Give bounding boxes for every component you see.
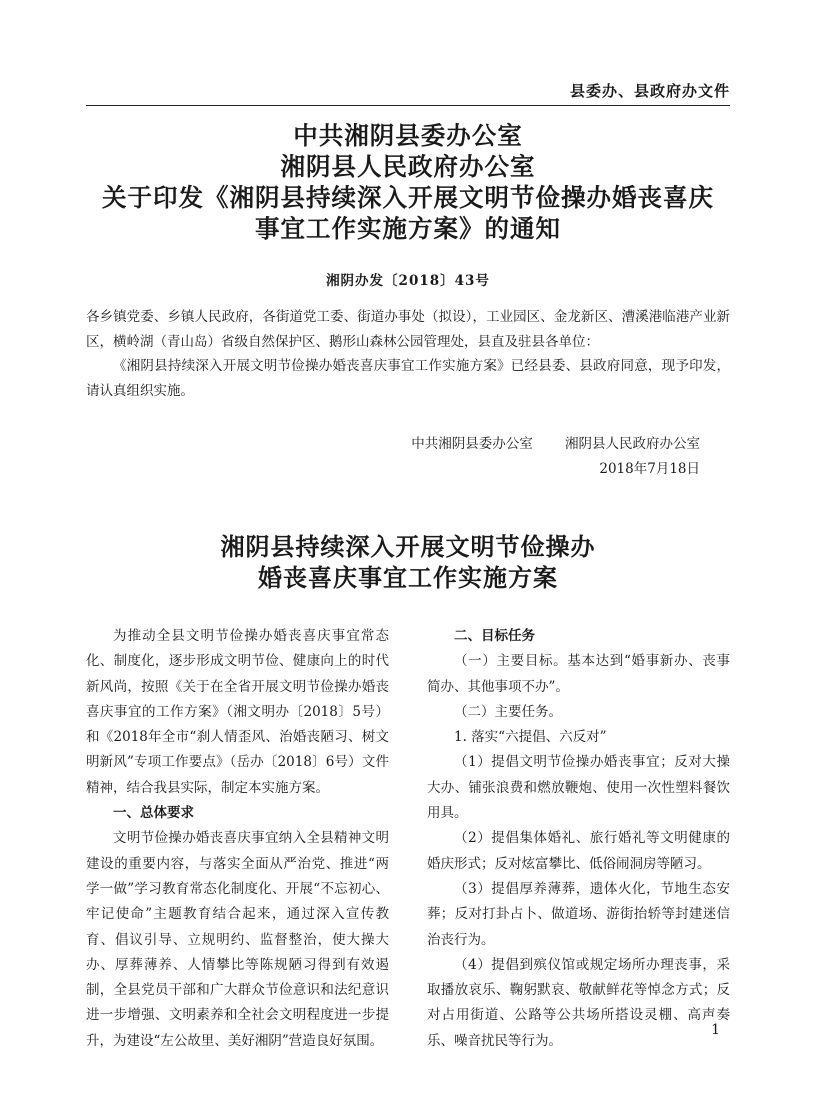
- plan-title: [86, 531, 730, 593]
- left-column: [86, 624, 389, 1054]
- plan-intro: 为推动全县文明节俭操办婚丧喜庆事宜常态化、制度化，逐步形成文明节俭、健康向上的时代新风尚，按照《关于在全省开展文明节俭操办婚丧喜庆事宜的工作方案》（湘文明办〔2018〕5号）和《2018年全市“刹人情歪风、治婚丧陋习、树文明新风”专项工作要点》（岳办〔2018〕6号）文件精神，结合我县实际，制定本实施方案。: [86, 628, 389, 796]
- task-item: （2）提倡集体婚礼、旅行婚礼等文明健康的婚庆形式；反对炫富攀比、低俗闹洞房等陋习。: [427, 830, 730, 872]
- general-requirements-text: 文明节俭操办婚丧喜庆事宜纳入全县精神文明建设的重要内容，与落实全面从严治党、推进“两学一做”学习教育常态化制度化、开展“不忘初心、牢记使命”主题教育结合起来，通过深入宣传教育、倡议引导、立规明约、监督整治，使大操大办、厚葬薄养、人情攀比等陈规陋习得到有效遏制，全县党员干部和广大群众节俭意识和法纪意识进一步增强、文明素养和全社会文明程度进一步提升，为建设“左公故里、美好湘阴”营造良好氛围。: [86, 830, 389, 1049]
- main-goal-label: （一）主要目标。: [454, 653, 568, 670]
- task-item: （1）提倡文明节俭操办婚丧事宜；反对大操大办、铺张浪费和燃放鞭炮、使用一次性塑料餐饮用具。: [427, 754, 730, 822]
- notice-title-line: 事宜工作实施方案》的通知: [255, 214, 561, 243]
- plan-title-line: 婚丧喜庆事宜工作实施方案: [258, 563, 558, 592]
- main-goal-paragraph: [427, 649, 730, 700]
- right-column: [427, 624, 730, 1054]
- header-divider: [86, 105, 730, 106]
- notice-body: 《湘阴县持续深入开展文明节俭操办婚丧喜庆事宜工作实施方案》已经县委、县政府同意，现予印发，请认真组织实施。: [86, 358, 730, 399]
- signature-block: [383, 432, 700, 482]
- addressees: 各乡镇党委、乡镇人民政府，各街道党工委、街道办事处（拟设），工业园区、金龙新区、漕溪港临港产业新区，横岭湖（青山岛）省级自然保护区、鹅形山森林公园管理处，县直及驻县各单位：: [86, 309, 730, 350]
- issue-date: 2018年7月18日: [599, 461, 700, 477]
- main-tasks-label: （二）主要任务。: [454, 703, 562, 720]
- document-category-header: 县委办、县政府办文件: [569, 82, 730, 100]
- signatory-orgs: [383, 432, 700, 457]
- task-item: （4）提倡到殡仪馆或规定场所办理丧事，采取播放哀乐、鞠躬默哀、敬献鲜花等悼念方式；反对占用街道、公路等公共场所搭设灵棚、高声奏乐、噪音扰民等行为。: [427, 956, 730, 1049]
- signatory-government-office: 湘阴县人民政府办公室: [565, 436, 700, 452]
- document-number: 湘阴办发〔2018〕43号: [326, 273, 490, 289]
- main-goal-text: 基本达到“婚事新办、丧事简办、其他事项不办”。: [427, 653, 731, 695]
- signatory-party-office: 中共湘阴县委办公室: [411, 436, 533, 452]
- section-heading-goals-tasks: 二、目标任务: [454, 628, 535, 644]
- task1-heading: 1. 落实“六提倡、六反对”: [454, 729, 607, 746]
- page-number: 1: [711, 1022, 720, 1038]
- plan-title-line: 湘阴县持续深入开展文明节俭操办: [220, 532, 596, 561]
- section-heading-general-requirements: 一、总体要求: [113, 805, 194, 822]
- task-item: （3）提倡厚养薄葬，遗体火化，节地生态安葬；反对打卦占卜、做道场、游街抬轿等封建迷信治丧行为。: [427, 880, 730, 948]
- notice-title-line: 湘阴县人民政府办公室: [280, 152, 536, 181]
- notice-title-line: 关于印发《湘阴县持续深入开展文明节俭操办婚丧喜庆: [102, 183, 714, 212]
- notice-title-line: 中共湘阴县委办公室: [293, 121, 523, 150]
- notice-title: [86, 120, 730, 244]
